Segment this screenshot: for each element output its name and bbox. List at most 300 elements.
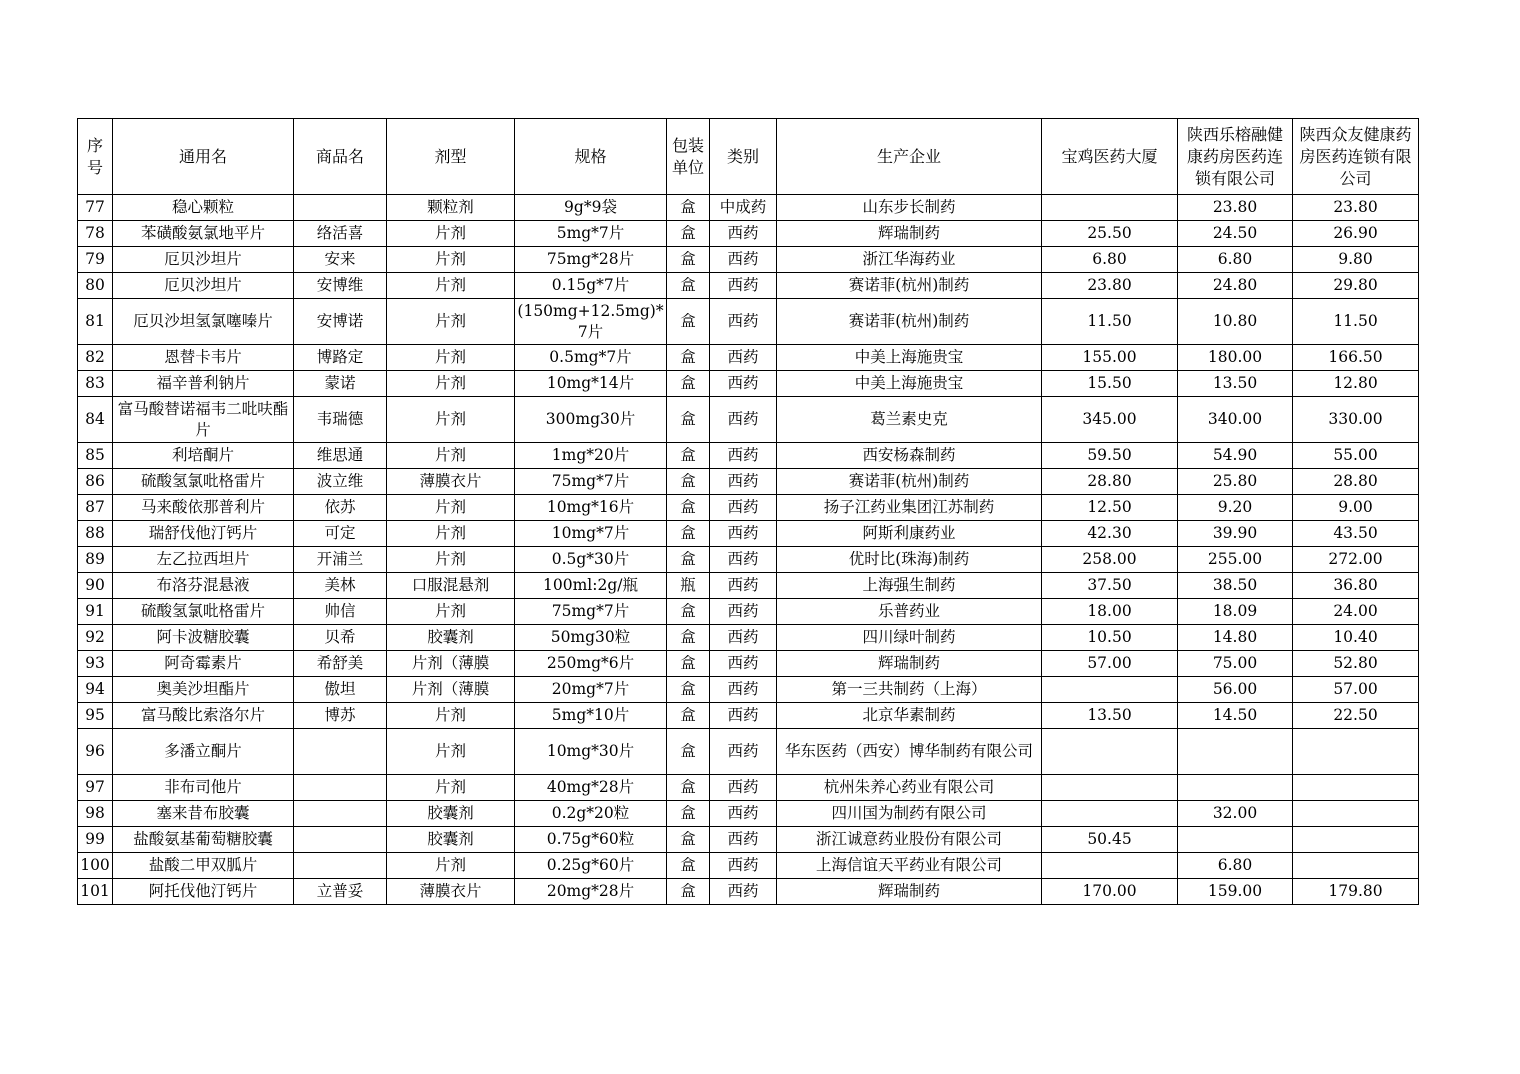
cell-price-baoji (1042, 195, 1178, 221)
cell-dosage-form: 片剂 (387, 299, 515, 345)
cell-index: 96 (78, 729, 113, 775)
cell-brand-name: 希舒美 (294, 651, 387, 677)
cell-manufacturer: 浙江华海药业 (777, 247, 1042, 273)
cell-brand-name: 蒙诺 (294, 371, 387, 397)
cell-manufacturer: 扬子江药业集团江苏制药 (777, 495, 1042, 521)
cell-index: 80 (78, 273, 113, 299)
cell-specification: 20mg*7片 (515, 677, 667, 703)
cell-index: 94 (78, 677, 113, 703)
cell-category: 西药 (710, 469, 777, 495)
cell-manufacturer: 四川绿叶制药 (777, 625, 1042, 651)
cell-generic-name: 瑞舒伐他汀钙片 (113, 521, 294, 547)
cell-package-unit: 盒 (667, 299, 710, 345)
cell-price-baoji: 18.00 (1042, 599, 1178, 625)
cell-category: 西药 (710, 651, 777, 677)
cell-package-unit: 盒 (667, 853, 710, 879)
cell-price-lerongrong: 180.00 (1178, 345, 1293, 371)
cell-price-zhongyou (1293, 827, 1419, 853)
cell-package-unit: 盒 (667, 801, 710, 827)
cell-price-lerongrong: 24.50 (1178, 221, 1293, 247)
cell-category: 西药 (710, 573, 777, 599)
cell-category: 西药 (710, 801, 777, 827)
cell-category: 西药 (710, 625, 777, 651)
cell-dosage-form: 片剂 (387, 345, 515, 371)
cell-price-baoji: 57.00 (1042, 651, 1178, 677)
cell-specification: 10mg*7片 (515, 521, 667, 547)
cell-package-unit: 盒 (667, 521, 710, 547)
cell-generic-name: 奥美沙坦酯片 (113, 677, 294, 703)
col-header-specification: 规格 (515, 119, 667, 195)
cell-specification: 20mg*28片 (515, 879, 667, 905)
cell-generic-name: 阿托伐他汀钙片 (113, 879, 294, 905)
cell-price-baoji (1042, 775, 1178, 801)
cell-category: 中成药 (710, 195, 777, 221)
cell-price-lerongrong: 54.90 (1178, 443, 1293, 469)
cell-index: 82 (78, 345, 113, 371)
cell-generic-name: 稳心颗粒 (113, 195, 294, 221)
cell-dosage-form: 片剂 (387, 247, 515, 273)
cell-brand-name (294, 827, 387, 853)
cell-index: 92 (78, 625, 113, 651)
cell-manufacturer: 葛兰素史克 (777, 397, 1042, 443)
cell-manufacturer: 浙江诚意药业股份有限公司 (777, 827, 1042, 853)
cell-index: 88 (78, 521, 113, 547)
cell-manufacturer: 中美上海施贵宝 (777, 345, 1042, 371)
cell-price-zhongyou (1293, 729, 1419, 775)
col-header-brand-name: 商品名 (294, 119, 387, 195)
cell-generic-name: 多潘立酮片 (113, 729, 294, 775)
cell-price-zhongyou: 26.90 (1293, 221, 1419, 247)
cell-generic-name: 苯磺酸氨氯地平片 (113, 221, 294, 247)
cell-price-baoji (1042, 853, 1178, 879)
cell-package-unit: 盒 (667, 703, 710, 729)
cell-specification: 300mg30片 (515, 397, 667, 443)
table-row (78, 729, 1419, 775)
cell-index: 83 (78, 371, 113, 397)
cell-specification: 10mg*16片 (515, 495, 667, 521)
cell-package-unit: 盒 (667, 195, 710, 221)
cell-package-unit: 盒 (667, 469, 710, 495)
cell-price-baoji: 23.80 (1042, 273, 1178, 299)
cell-price-baoji: 25.50 (1042, 221, 1178, 247)
table-row (78, 469, 1419, 495)
cell-index: 99 (78, 827, 113, 853)
cell-price-zhongyou (1293, 801, 1419, 827)
cell-generic-name: 硫酸氢氯吡格雷片 (113, 469, 294, 495)
cell-price-lerongrong: 340.00 (1178, 397, 1293, 443)
cell-brand-name: 安博诺 (294, 299, 387, 345)
cell-price-baoji (1042, 677, 1178, 703)
cell-price-baoji: 42.30 (1042, 521, 1178, 547)
drug-price-table-sheet (77, 118, 1419, 905)
drug-price-table (77, 118, 1419, 905)
cell-package-unit: 盒 (667, 651, 710, 677)
cell-package-unit: 盒 (667, 677, 710, 703)
cell-brand-name (294, 775, 387, 801)
cell-package-unit: 盒 (667, 729, 710, 775)
cell-price-lerongrong (1178, 827, 1293, 853)
cell-price-zhongyou: 9.80 (1293, 247, 1419, 273)
cell-category: 西药 (710, 221, 777, 247)
col-header-category: 类别 (710, 119, 777, 195)
cell-specification: 5mg*10片 (515, 703, 667, 729)
cell-specification: 10mg*30片 (515, 729, 667, 775)
cell-price-lerongrong: 75.00 (1178, 651, 1293, 677)
cell-price-zhongyou: 9.00 (1293, 495, 1419, 521)
cell-brand-name: 维思通 (294, 443, 387, 469)
cell-price-baoji: 258.00 (1042, 547, 1178, 573)
cell-manufacturer: 阿斯利康药业 (777, 521, 1042, 547)
cell-category: 西药 (710, 547, 777, 573)
cell-index: 97 (78, 775, 113, 801)
cell-dosage-form: 片剂 (387, 775, 515, 801)
cell-index: 93 (78, 651, 113, 677)
cell-generic-name: 塞来昔布胶囊 (113, 801, 294, 827)
cell-dosage-form: 片剂 (387, 371, 515, 397)
cell-brand-name: 傲坦 (294, 677, 387, 703)
cell-specification: 75mg*7片 (515, 599, 667, 625)
cell-index: 89 (78, 547, 113, 573)
table-row (78, 775, 1419, 801)
cell-specification: 75mg*7片 (515, 469, 667, 495)
cell-price-lerongrong: 32.00 (1178, 801, 1293, 827)
cell-package-unit: 盒 (667, 599, 710, 625)
cell-price-zhongyou: 29.80 (1293, 273, 1419, 299)
cell-manufacturer: 第一三共制药（上海） (777, 677, 1042, 703)
cell-dosage-form: 片剂 (387, 273, 515, 299)
cell-manufacturer: 辉瑞制药 (777, 879, 1042, 905)
table-row (78, 521, 1419, 547)
cell-brand-name: 波立维 (294, 469, 387, 495)
cell-dosage-form: 胶囊剂 (387, 827, 515, 853)
cell-generic-name: 左乙拉西坦片 (113, 547, 294, 573)
cell-index: 78 (78, 221, 113, 247)
col-header-package-unit: 包装单位 (667, 119, 710, 195)
cell-price-lerongrong (1178, 729, 1293, 775)
cell-specification: (150mg+12.5mg)*7片 (515, 299, 667, 345)
cell-price-zhongyou: 23.80 (1293, 195, 1419, 221)
col-header-store-baoji: 宝鸡医药大厦 (1042, 119, 1178, 195)
cell-dosage-form: 片剂 (387, 729, 515, 775)
cell-price-baoji: 13.50 (1042, 703, 1178, 729)
cell-dosage-form: 片剂 (387, 443, 515, 469)
cell-category: 西药 (710, 853, 777, 879)
cell-price-zhongyou: 330.00 (1293, 397, 1419, 443)
cell-specification: 5mg*7片 (515, 221, 667, 247)
col-header-store-zhongyou: 陕西众友健康药房医药连锁有限公司 (1293, 119, 1419, 195)
cell-price-zhongyou: 24.00 (1293, 599, 1419, 625)
cell-brand-name (294, 853, 387, 879)
cell-price-lerongrong: 56.00 (1178, 677, 1293, 703)
cell-price-baoji: 10.50 (1042, 625, 1178, 651)
cell-manufacturer: 辉瑞制药 (777, 651, 1042, 677)
cell-price-lerongrong: 14.80 (1178, 625, 1293, 651)
cell-generic-name: 利培酮片 (113, 443, 294, 469)
table-row (78, 625, 1419, 651)
cell-dosage-form: 片剂 (387, 853, 515, 879)
table-row (78, 599, 1419, 625)
cell-brand-name (294, 195, 387, 221)
table-row (78, 495, 1419, 521)
cell-brand-name: 立普妥 (294, 879, 387, 905)
table-row (78, 677, 1419, 703)
cell-package-unit: 盒 (667, 827, 710, 853)
cell-brand-name: 依苏 (294, 495, 387, 521)
cell-brand-name: 安来 (294, 247, 387, 273)
cell-category: 西药 (710, 371, 777, 397)
cell-generic-name: 富马酸替诺福韦二吡呋酯片 (113, 397, 294, 443)
cell-price-lerongrong: 159.00 (1178, 879, 1293, 905)
cell-dosage-form: 胶囊剂 (387, 801, 515, 827)
cell-dosage-form: 片剂 (387, 221, 515, 247)
cell-price-lerongrong: 10.80 (1178, 299, 1293, 345)
table-row (78, 573, 1419, 599)
table-row (78, 703, 1419, 729)
cell-price-baoji: 50.45 (1042, 827, 1178, 853)
cell-dosage-form: 颗粒剂 (387, 195, 515, 221)
cell-price-baoji: 15.50 (1042, 371, 1178, 397)
cell-generic-name: 阿奇霉素片 (113, 651, 294, 677)
cell-generic-name: 非布司他片 (113, 775, 294, 801)
cell-dosage-form: 片剂 (387, 495, 515, 521)
cell-package-unit: 盒 (667, 345, 710, 371)
cell-category: 西药 (710, 775, 777, 801)
cell-price-zhongyou: 166.50 (1293, 345, 1419, 371)
table-row (78, 195, 1419, 221)
cell-manufacturer: 杭州朱养心药业有限公司 (777, 775, 1042, 801)
cell-dosage-form: 薄膜衣片 (387, 879, 515, 905)
cell-category: 西药 (710, 397, 777, 443)
table-row (78, 247, 1419, 273)
cell-package-unit: 盒 (667, 443, 710, 469)
cell-brand-name: 可定 (294, 521, 387, 547)
cell-index: 90 (78, 573, 113, 599)
cell-category: 西药 (710, 677, 777, 703)
cell-specification: 0.75g*60粒 (515, 827, 667, 853)
col-header-generic-name: 通用名 (113, 119, 294, 195)
cell-generic-name: 阿卡波糖胶囊 (113, 625, 294, 651)
cell-category: 西药 (710, 273, 777, 299)
table-row (78, 299, 1419, 345)
cell-brand-name: 帅信 (294, 599, 387, 625)
cell-price-zhongyou: 55.00 (1293, 443, 1419, 469)
cell-category: 西药 (710, 521, 777, 547)
cell-price-zhongyou: 11.50 (1293, 299, 1419, 345)
cell-index: 77 (78, 195, 113, 221)
cell-manufacturer: 乐普药业 (777, 599, 1042, 625)
table-row (78, 345, 1419, 371)
cell-dosage-form: 口服混悬剂 (387, 573, 515, 599)
cell-price-lerongrong: 25.80 (1178, 469, 1293, 495)
cell-category: 西药 (710, 703, 777, 729)
cell-category: 西药 (710, 247, 777, 273)
cell-price-zhongyou (1293, 853, 1419, 879)
cell-index: 81 (78, 299, 113, 345)
col-header-dosage-form: 剂型 (387, 119, 515, 195)
cell-brand-name: 安博维 (294, 273, 387, 299)
cell-specification: 100ml:2g/瓶 (515, 573, 667, 599)
cell-manufacturer: 优时比(珠海)制药 (777, 547, 1042, 573)
table-row (78, 221, 1419, 247)
cell-brand-name: 韦瑞德 (294, 397, 387, 443)
cell-specification: 75mg*28片 (515, 247, 667, 273)
cell-price-lerongrong: 255.00 (1178, 547, 1293, 573)
cell-manufacturer: 赛诺菲(杭州)制药 (777, 469, 1042, 495)
cell-dosage-form: 片剂 (387, 521, 515, 547)
cell-price-baoji (1042, 801, 1178, 827)
cell-dosage-form: 胶囊剂 (387, 625, 515, 651)
cell-generic-name: 富马酸比索洛尔片 (113, 703, 294, 729)
cell-brand-name (294, 801, 387, 827)
cell-index: 87 (78, 495, 113, 521)
cell-price-zhongyou: 179.80 (1293, 879, 1419, 905)
cell-price-lerongrong: 18.09 (1178, 599, 1293, 625)
cell-specification: 10mg*14片 (515, 371, 667, 397)
table-row (78, 443, 1419, 469)
cell-price-lerongrong: 39.90 (1178, 521, 1293, 547)
cell-specification: 9g*9袋 (515, 195, 667, 221)
cell-price-lerongrong: 23.80 (1178, 195, 1293, 221)
cell-index: 95 (78, 703, 113, 729)
cell-manufacturer: 北京华素制药 (777, 703, 1042, 729)
cell-index: 84 (78, 397, 113, 443)
cell-price-zhongyou: 12.80 (1293, 371, 1419, 397)
cell-price-baoji: 37.50 (1042, 573, 1178, 599)
cell-dosage-form: 片剂（薄膜 (387, 651, 515, 677)
cell-price-zhongyou: 43.50 (1293, 521, 1419, 547)
cell-price-zhongyou: 36.80 (1293, 573, 1419, 599)
cell-manufacturer: 上海信谊天平药业有限公司 (777, 853, 1042, 879)
cell-price-zhongyou: 28.80 (1293, 469, 1419, 495)
cell-dosage-form: 片剂 (387, 397, 515, 443)
cell-manufacturer: 四川国为制药有限公司 (777, 801, 1042, 827)
cell-specification: 0.25g*60片 (515, 853, 667, 879)
cell-price-baoji: 170.00 (1042, 879, 1178, 905)
cell-price-zhongyou: 57.00 (1293, 677, 1419, 703)
cell-package-unit: 盒 (667, 879, 710, 905)
cell-price-baoji (1042, 729, 1178, 775)
header-row (78, 119, 1419, 195)
cell-manufacturer: 赛诺菲(杭州)制药 (777, 299, 1042, 345)
cell-manufacturer: 辉瑞制药 (777, 221, 1042, 247)
cell-brand-name: 络活喜 (294, 221, 387, 247)
table-row (78, 827, 1419, 853)
cell-category: 西药 (710, 443, 777, 469)
table-body (78, 195, 1419, 905)
cell-price-baoji: 345.00 (1042, 397, 1178, 443)
table-row (78, 853, 1419, 879)
cell-price-lerongrong: 6.80 (1178, 247, 1293, 273)
cell-price-lerongrong (1178, 775, 1293, 801)
cell-specification: 50mg30粒 (515, 625, 667, 651)
cell-price-zhongyou (1293, 775, 1419, 801)
cell-category: 西药 (710, 827, 777, 853)
cell-manufacturer: 华东医药（西安）博华制药有限公司 (777, 729, 1042, 775)
col-header-index: 序号 (78, 119, 113, 195)
cell-dosage-form: 片剂（薄膜 (387, 677, 515, 703)
cell-price-lerongrong: 9.20 (1178, 495, 1293, 521)
cell-generic-name: 硫酸氢氯吡格雷片 (113, 599, 294, 625)
cell-index: 98 (78, 801, 113, 827)
cell-index: 100 (78, 853, 113, 879)
cell-index: 101 (78, 879, 113, 905)
cell-manufacturer: 西安杨森制药 (777, 443, 1042, 469)
cell-dosage-form: 片剂 (387, 703, 515, 729)
cell-specification: 0.5mg*7片 (515, 345, 667, 371)
cell-brand-name: 贝希 (294, 625, 387, 651)
cell-specification: 250mg*6片 (515, 651, 667, 677)
cell-brand-name: 美林 (294, 573, 387, 599)
cell-dosage-form: 薄膜衣片 (387, 469, 515, 495)
cell-specification: 0.15g*7片 (515, 273, 667, 299)
table-row (78, 801, 1419, 827)
cell-index: 85 (78, 443, 113, 469)
cell-manufacturer: 中美上海施贵宝 (777, 371, 1042, 397)
cell-category: 西药 (710, 299, 777, 345)
cell-specification: 40mg*28片 (515, 775, 667, 801)
cell-package-unit: 瓶 (667, 573, 710, 599)
cell-dosage-form: 片剂 (387, 547, 515, 573)
cell-price-lerongrong: 13.50 (1178, 371, 1293, 397)
table-row (78, 879, 1419, 905)
cell-generic-name: 厄贝沙坦片 (113, 273, 294, 299)
cell-brand-name (294, 729, 387, 775)
cell-category: 西药 (710, 879, 777, 905)
cell-price-zhongyou: 22.50 (1293, 703, 1419, 729)
cell-price-baoji: 11.50 (1042, 299, 1178, 345)
cell-package-unit: 盒 (667, 273, 710, 299)
cell-category: 西药 (710, 495, 777, 521)
cell-package-unit: 盒 (667, 495, 710, 521)
cell-generic-name: 盐酸氨基葡萄糖胶囊 (113, 827, 294, 853)
cell-specification: 0.5g*30片 (515, 547, 667, 573)
cell-index: 91 (78, 599, 113, 625)
cell-index: 86 (78, 469, 113, 495)
cell-generic-name: 厄贝沙坦氢氯噻嗪片 (113, 299, 294, 345)
cell-price-zhongyou: 272.00 (1293, 547, 1419, 573)
cell-category: 西药 (710, 729, 777, 775)
cell-package-unit: 盒 (667, 625, 710, 651)
cell-price-baoji: 59.50 (1042, 443, 1178, 469)
cell-specification: 0.2g*20粒 (515, 801, 667, 827)
cell-category: 西药 (710, 599, 777, 625)
cell-brand-name: 开浦兰 (294, 547, 387, 573)
cell-generic-name: 厄贝沙坦片 (113, 247, 294, 273)
cell-dosage-form: 片剂 (387, 599, 515, 625)
cell-price-baoji: 12.50 (1042, 495, 1178, 521)
cell-index: 79 (78, 247, 113, 273)
cell-brand-name: 博苏 (294, 703, 387, 729)
cell-package-unit: 盒 (667, 775, 710, 801)
cell-price-baoji: 6.80 (1042, 247, 1178, 273)
table-row (78, 651, 1419, 677)
cell-price-baoji: 28.80 (1042, 469, 1178, 495)
cell-price-baoji: 155.00 (1042, 345, 1178, 371)
cell-generic-name: 盐酸二甲双胍片 (113, 853, 294, 879)
cell-package-unit: 盒 (667, 221, 710, 247)
table-row (78, 547, 1419, 573)
cell-manufacturer: 赛诺菲(杭州)制药 (777, 273, 1042, 299)
cell-specification: 1mg*20片 (515, 443, 667, 469)
table-row (78, 371, 1419, 397)
cell-manufacturer: 上海强生制药 (777, 573, 1042, 599)
cell-price-lerongrong: 38.50 (1178, 573, 1293, 599)
cell-price-lerongrong: 6.80 (1178, 853, 1293, 879)
col-header-store-lerongrong: 陕西乐榕融健康药房医药连锁有限公司 (1178, 119, 1293, 195)
cell-package-unit: 盒 (667, 397, 710, 443)
cell-price-lerongrong: 14.50 (1178, 703, 1293, 729)
cell-generic-name: 福辛普利钠片 (113, 371, 294, 397)
